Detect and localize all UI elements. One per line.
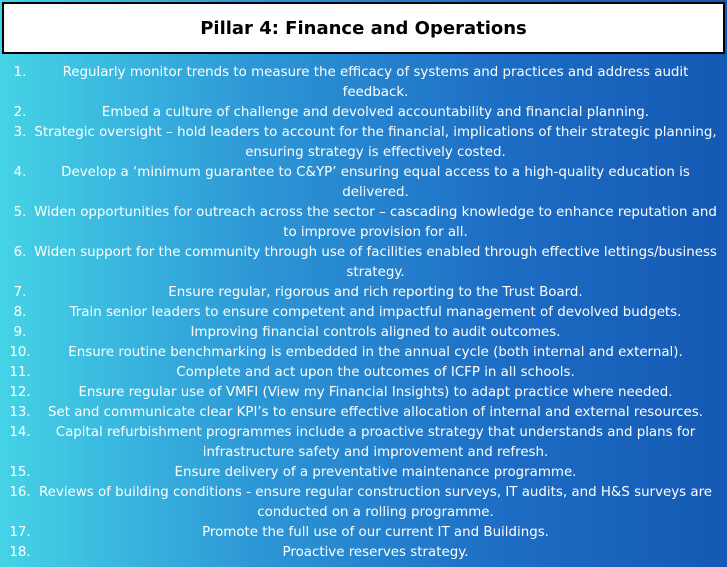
- list-item: [0, 103, 727, 123]
- item-text: Improving financial controls aligned to audit outcomes.: [190, 325, 561, 340]
- item-number: 13.: [9, 405, 31, 420]
- list-item: [0, 283, 727, 303]
- title-box: [2, 2, 725, 54]
- list-item: [0, 243, 727, 283]
- item-number: 1.: [13, 65, 27, 80]
- item-number: 12.: [9, 385, 31, 400]
- item-text: Widen opportunities for outreach across the sector – cascading knowledge to enhance reputation and to improve provision for all.: [34, 205, 717, 240]
- list-item: [0, 343, 727, 363]
- item-text: Train senior leaders to ensure competent and impactful management of devolved budgets.: [69, 305, 682, 320]
- item-text: Strategic oversight – hold leaders to account for the financial, implications of their strategic planning, ensuring strategy is effectively costed.: [34, 125, 717, 160]
- objectives-list: [0, 63, 727, 563]
- item-text: Complete and act upon the outcomes of ICFP in all schools.: [176, 365, 575, 380]
- list-item: [0, 543, 727, 563]
- list-item: [0, 163, 727, 203]
- item-number: 11.: [9, 365, 31, 380]
- item-text: Capital refurbishment programmes include a proactive strategy that understands and plans for infrastructure safety and improvement and refresh.: [55, 425, 696, 460]
- item-text: Develop a ‘minimum guarantee to C&YP’ ensuring equal access to a high-quality education is delivered.: [61, 165, 690, 200]
- item-text: Widen support for the community through use of facilities enabled through effective lettings/business strategy.: [34, 245, 717, 280]
- page-title: Pillar 4: Finance and Operations: [200, 17, 527, 39]
- item-text: Promote the full use of our current IT and Buildings.: [202, 525, 549, 540]
- item-text: Regularly monitor trends to measure the efficacy of systems and practices and address audit feedback.: [62, 65, 689, 100]
- list-item: [0, 63, 727, 103]
- item-number: 3.: [13, 125, 27, 140]
- list-item: [0, 483, 727, 523]
- item-number: 10.: [9, 345, 31, 360]
- item-text: Proactive reserves strategy.: [282, 545, 469, 560]
- list-item: [0, 383, 727, 403]
- item-number: 4.: [13, 165, 27, 180]
- item-text: Ensure routine benchmarking is embedded in the annual cycle (both internal and external).: [68, 345, 683, 360]
- list-item: [0, 463, 727, 483]
- item-number: 14.: [9, 425, 31, 440]
- list-item: [0, 303, 727, 323]
- item-text: Embed a culture of challenge and devolved accountability and financial planning.: [101, 105, 650, 120]
- item-text: Ensure regular, rigorous and rich reporting to the Trust Board.: [168, 285, 583, 300]
- list-item: [0, 523, 727, 543]
- list-item: [0, 363, 727, 383]
- list-item: [0, 323, 727, 343]
- list-item: [0, 403, 727, 423]
- item-text: Ensure regular use of VMFI (View my Financial Insights) to adapt practice where needed.: [78, 385, 673, 400]
- list-item: [0, 203, 727, 243]
- item-number: 2.: [13, 105, 27, 120]
- item-text: Set and communicate clear KPI’s to ensure effective allocation of internal and external resources.: [47, 405, 704, 420]
- list-item: [0, 123, 727, 163]
- item-number: 15.: [9, 465, 31, 480]
- item-text: Ensure delivery of a preventative maintenance programme.: [174, 465, 577, 480]
- item-number: 8.: [13, 305, 27, 320]
- item-number: 16.: [9, 485, 31, 500]
- item-number: 7.: [13, 285, 27, 300]
- item-text: Reviews of building conditions - ensure regular construction surveys, IT audits, and H&S surveys are conducted on a rolling programme.: [38, 485, 713, 520]
- item-number: 18.: [9, 545, 31, 560]
- item-number: 5.: [13, 205, 27, 220]
- list-item: [0, 423, 727, 463]
- item-number: 6.: [13, 245, 27, 260]
- item-number: 17.: [9, 525, 31, 540]
- item-number: 9.: [13, 325, 27, 340]
